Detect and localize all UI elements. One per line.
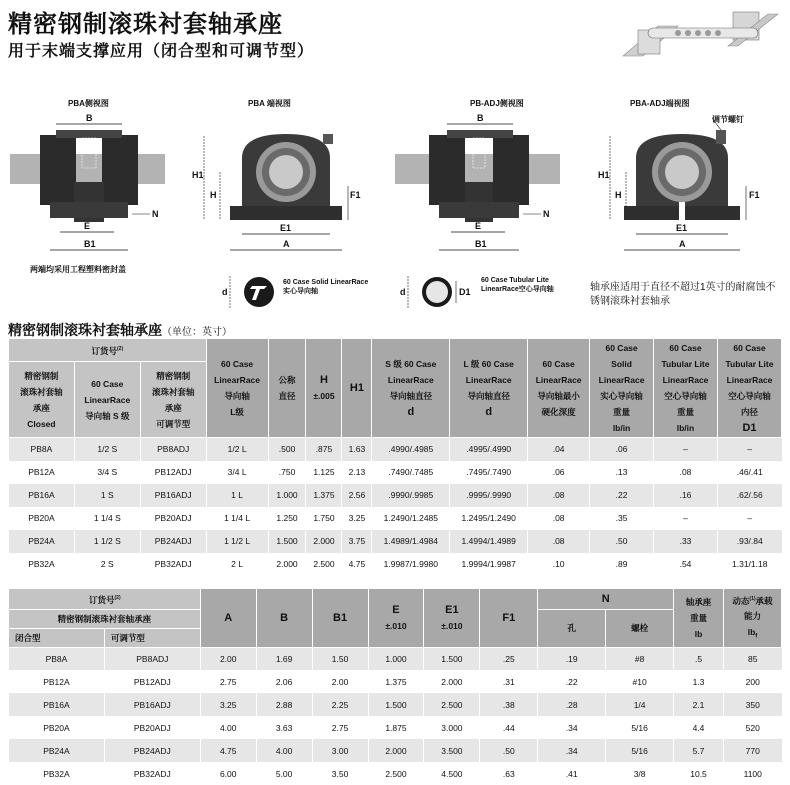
t2-col-f1: F1 (480, 589, 538, 648)
table-cell: 2.500 (306, 553, 342, 576)
table-cell: .34 (538, 716, 606, 739)
table-cell: .33 (654, 530, 718, 553)
table-cell: .63 (480, 762, 538, 785)
table-cell: 3.00 (312, 739, 368, 762)
table-cell: – (717, 507, 781, 530)
table-cell: 1.9987/1.9980 (372, 553, 450, 576)
table-cell: 1.31/1.18 (717, 553, 781, 576)
table-cell: 2.000 (268, 553, 306, 576)
table-cell: 2.06 (256, 670, 312, 693)
table-cell: 2.00 (312, 670, 368, 693)
table-cell: 4.4 (674, 716, 724, 739)
table-cell: .46/.41 (717, 461, 781, 484)
table-cell: 1.000 (268, 484, 306, 507)
spec-table-1 (8, 338, 782, 576)
pbadj-end-f1-label: F1 (749, 190, 760, 200)
table-cell: 5.7 (674, 739, 724, 762)
t1-col-adjustable: 精密钢制 滚珠衬套轴 承座 可调节型 (140, 362, 206, 438)
table-cell: 1 1/2 S (74, 530, 140, 553)
table-row (9, 553, 782, 576)
table-cell: 4.00 (256, 739, 312, 762)
table-cell: #8 (606, 647, 674, 670)
table-cell: .50 (590, 530, 654, 553)
t2-col-b1: B1 (312, 589, 368, 648)
table-cell: 3.63 (256, 716, 312, 739)
table-cell: .93/.84 (717, 530, 781, 553)
t1-col-hardness: 60 Case LinearRace 导向轴最小 硬化深度 (528, 339, 590, 438)
table-cell: .750 (268, 461, 306, 484)
table-cell: 10.5 (674, 762, 724, 785)
table-cell: 2.56 (342, 484, 372, 507)
table-row (9, 670, 782, 693)
table-row (9, 647, 782, 670)
table-cell: .31 (480, 670, 538, 693)
table-row (9, 716, 782, 739)
pba-side-b-label: B (86, 113, 93, 123)
table-cell: 2.75 (200, 670, 256, 693)
table-cell: PB32ADJ (104, 762, 200, 785)
pba-end-caption: PBA 端视图 (248, 99, 291, 108)
table-cell: 3.50 (312, 762, 368, 785)
pba-end-f1-label: F1 (350, 190, 361, 200)
table-cell: 3.25 (342, 507, 372, 530)
table-cell: 1.875 (368, 716, 424, 739)
table-cell: 4.75 (200, 739, 256, 762)
table-cell: PB20A (9, 507, 75, 530)
table-cell: 6.00 (200, 762, 256, 785)
page-subtitle: 用于末端支撑应用（闭合型和可调节型） (8, 43, 315, 60)
table-cell: .06 (528, 461, 590, 484)
table-cell: 2.1 (674, 693, 724, 716)
table-cell: 1.3 (674, 670, 724, 693)
table-cell: PB12A (9, 461, 75, 484)
pbadj-end-h-label: H (615, 190, 622, 200)
table-row (9, 739, 782, 762)
table-cell: – (717, 438, 781, 461)
t2-group-header: 精密钢制滚珠衬套轴承座 (9, 609, 201, 628)
table-cell: PB32A (9, 553, 75, 576)
table-cell: 2.13 (342, 461, 372, 484)
table-cell: PB24ADJ (104, 739, 200, 762)
table-cell: 1.500 (368, 693, 424, 716)
table-cell: 2.000 (424, 670, 480, 693)
table-cell: PB16A (9, 484, 75, 507)
table-cell: PB12ADJ (140, 461, 206, 484)
pbadj-end-h1-label: H1 (598, 170, 610, 180)
pba-side-b1-label: B1 (84, 239, 96, 249)
product-illustration (618, 6, 783, 64)
table-cell: .08 (654, 461, 718, 484)
table-cell: 85 (723, 647, 781, 670)
t1-col-s-diam: S 级 60 Case LinearRace 导向轴直径 d (372, 339, 450, 438)
seal-note: 两端均采用工程塑料密封盖 (30, 265, 126, 274)
t1-col-shaft-l: 60 Case LinearRace 导向轴 L级 (206, 339, 268, 438)
table-cell: 1.125 (306, 461, 342, 484)
pbadj-side-e-label: E (475, 221, 482, 231)
t1-col-nominal: 公称 直径 (268, 339, 306, 438)
table-cell: .4990/.4985 (372, 438, 450, 461)
table-cell: 4.500 (424, 762, 480, 785)
table-cell: 2.500 (424, 693, 480, 716)
table-row (9, 484, 782, 507)
t1-order-no-header: 订货号$^{(2)}$ (9, 339, 207, 362)
t2-col-e1: E1 ±.010 (424, 589, 480, 648)
table-cell: .08 (528, 484, 590, 507)
pbadj-side-drawing (395, 110, 560, 260)
pba-side-drawing (10, 110, 165, 260)
table-cell: 1.2490/1.2485 (372, 507, 450, 530)
t2-col-e: E ±.010 (368, 589, 424, 648)
table-cell: 4.75 (342, 553, 372, 576)
pba-end-drawing (190, 108, 365, 258)
table-cell: 3/4 S (74, 461, 140, 484)
table-cell: 3.000 (424, 716, 480, 739)
table-cell: PB12A (9, 670, 105, 693)
table-cell: .50 (480, 739, 538, 762)
table-cell: .38 (480, 693, 538, 716)
table-cell: .19 (538, 647, 606, 670)
table-cell: 3.500 (424, 739, 480, 762)
table-cell: 1/2 S (74, 438, 140, 461)
pbadj-end-e1-label: E1 (676, 223, 688, 233)
table-cell: 1 1/4 L (206, 507, 268, 530)
pba-end-e1-label: E1 (280, 223, 292, 233)
table-cell: 1.500 (268, 530, 306, 553)
t1-col-closed: 精密钢制 滚珠衬套轴 承座 Closed (9, 362, 75, 438)
table-cell: 5/16 (606, 716, 674, 739)
table-cell: 1.50 (312, 647, 368, 670)
pbadj-end-drawing (600, 108, 780, 258)
table-cell: 1.4989/1.4984 (372, 530, 450, 553)
t1-col-solid-weight: 60 Case Solid LinearRace 实心导向轴 重量 lb/in (590, 339, 654, 438)
table-cell: 1 1/2 L (206, 530, 268, 553)
table-cell: .7495/.7490 (450, 461, 528, 484)
table-cell: 2.88 (256, 693, 312, 716)
pbadj-end-a-label: A (679, 239, 686, 249)
table-cell: .35 (590, 507, 654, 530)
table-cell: 1.750 (306, 507, 342, 530)
t2-col-weight: 轴承座 重量 lb (674, 589, 724, 648)
table-cell: PB32ADJ (140, 553, 206, 576)
t1-col-h: H ±.005 (306, 339, 342, 438)
t1-col-tube-id: 60 Case Tubular Lite LinearRace 空心导向轴 内径 D1 (717, 339, 781, 438)
table-cell: 1/4 (606, 693, 674, 716)
table-row (9, 530, 782, 553)
table-cell: .89 (590, 553, 654, 576)
table-cell: 1.000 (368, 647, 424, 670)
pbadj-side-b-label: B (477, 113, 484, 123)
table-cell: 3.75 (342, 530, 372, 553)
table-cell: .500 (268, 438, 306, 461)
section-title: 精密钢制滚珠衬套轴承座（单位：英寸） (8, 322, 232, 338)
t2-col-n: N (538, 589, 674, 610)
table-cell: PB20ADJ (140, 507, 206, 530)
table-cell: 2.75 (312, 716, 368, 739)
table-cell: PB12ADJ (104, 670, 200, 693)
table-row (9, 461, 782, 484)
table-cell: PB24ADJ (140, 530, 206, 553)
table-cell: .04 (528, 438, 590, 461)
table-cell: .54 (654, 553, 718, 576)
table-cell: 350 (723, 693, 781, 716)
table-cell: .25 (480, 647, 538, 670)
t2-order-no-header: 订货号$^{(2)}$ (9, 589, 201, 610)
solid-shaft-icon (222, 272, 282, 312)
tubular-d1-label: D1 (459, 287, 471, 297)
t2-col-adjustable: 可调节型 (104, 628, 200, 647)
table-cell: .08 (528, 530, 590, 553)
adjust-screw-label: 调节螺钉 (712, 115, 744, 124)
table-cell: PB24A (9, 530, 75, 553)
table-cell: .34 (538, 739, 606, 762)
t1-col-l-diam: L 级 60 Case LinearRace 导向轴直径 d (450, 339, 528, 438)
tubular-shaft-icon (400, 272, 480, 312)
pba-end-a-label: A (283, 239, 290, 249)
pba-side-n-label: N (152, 209, 159, 219)
table-cell: .9995/.9990 (450, 484, 528, 507)
table-cell: 1.69 (256, 647, 312, 670)
table-cell: .13 (590, 461, 654, 484)
table-cell: 1.375 (306, 484, 342, 507)
table-cell: 1.4994/1.4989 (450, 530, 528, 553)
solid-d-label: d (222, 287, 228, 297)
table-cell: .5 (674, 647, 724, 670)
table-cell: 1.2495/1.2490 (450, 507, 528, 530)
t2-col-n-hole: 孔 (538, 609, 606, 647)
table-cell: .62/.56 (717, 484, 781, 507)
table-cell: 3.25 (200, 693, 256, 716)
table-cell: 2.00 (200, 647, 256, 670)
page-title: 精密钢制滚珠衬套轴承座 (8, 11, 283, 38)
side-note: 轴承座适用于直径不超过1英寸的耐腐蚀不锈钢滚珠衬套轴承 (590, 282, 776, 307)
table-cell: .4995/.4990 (450, 438, 528, 461)
table-cell: .22 (590, 484, 654, 507)
table-cell: 1 S (74, 484, 140, 507)
table-cell: 2.000 (368, 739, 424, 762)
pbadj-end-caption: PBA-ADJ端视图 (630, 99, 690, 108)
table-cell: 1 L (206, 484, 268, 507)
table-cell: PB20A (9, 716, 105, 739)
pba-end-h1-label: H1 (192, 170, 204, 180)
table-cell: 1.375 (368, 670, 424, 693)
table-cell: 2 L (206, 553, 268, 576)
t1-col-shaft-s: 60 Case LinearRace 导向轴 S 级 (74, 362, 140, 438)
table-cell: 1.63 (342, 438, 372, 461)
pba-end-h-label: H (210, 190, 217, 200)
t2-col-closed: 闭合型 (9, 628, 105, 647)
tubular-shaft-text: 60 Case Tubular Lite LinearRace空心导向轴 (481, 277, 554, 293)
t2-col-b: B (256, 589, 312, 648)
table-cell: 3/8 (606, 762, 674, 785)
pba-side-e-label: E (84, 221, 91, 231)
table-cell: – (654, 438, 718, 461)
table-row (9, 507, 782, 530)
pbadj-side-n-label: N (543, 209, 550, 219)
table-cell: 2.000 (306, 530, 342, 553)
table-cell: 2 S (74, 553, 140, 576)
table-cell: 1100 (723, 762, 781, 785)
table-cell: .16 (654, 484, 718, 507)
table-cell: .08 (528, 507, 590, 530)
table-cell: 5/16 (606, 739, 674, 762)
table-cell: .22 (538, 670, 606, 693)
spec-table-2 (8, 588, 782, 785)
table-cell: PB8ADJ (104, 647, 200, 670)
table-row (9, 438, 782, 461)
table-cell: .9990/.9985 (372, 484, 450, 507)
pbadj-side-b1-label: B1 (475, 239, 487, 249)
table-cell: PB8A (9, 438, 75, 461)
table-cell: .10 (528, 553, 590, 576)
t2-col-load: 动态$^{(1)}$承载 能力 $lb_f$ (723, 589, 781, 648)
tubular-d-label: d (400, 287, 406, 297)
table-cell: PB8ADJ (140, 438, 206, 461)
table-cell: 5.00 (256, 762, 312, 785)
pbadj-side-caption: PB-ADJ侧视图 (470, 99, 524, 108)
t1-col-h1: H1 (342, 339, 372, 438)
table-cell: 3/4 L (206, 461, 268, 484)
table-cell: 2.500 (368, 762, 424, 785)
table-cell: PB16ADJ (140, 484, 206, 507)
table-cell: 2.25 (312, 693, 368, 716)
table-cell: PB32A (9, 762, 105, 785)
table-cell: PB8A (9, 647, 105, 670)
table-cell: PB16A (9, 693, 105, 716)
t2-col-a: A (200, 589, 256, 648)
table-cell: 1.500 (424, 647, 480, 670)
table-cell: 1.250 (268, 507, 306, 530)
table-cell: .7490/.7485 (372, 461, 450, 484)
table-cell: 770 (723, 739, 781, 762)
t1-col-tube-weight: 60 Case Tubular Lite LinearRace 空心导向轴 重量 lb/in (654, 339, 718, 438)
table-row (9, 762, 782, 785)
table-cell: PB16ADJ (104, 693, 200, 716)
table-cell: .44 (480, 716, 538, 739)
table-cell: .28 (538, 693, 606, 716)
table-cell: .41 (538, 762, 606, 785)
table-cell: .06 (590, 438, 654, 461)
table-cell: 520 (723, 716, 781, 739)
table-cell: 1.9994/1.9987 (450, 553, 528, 576)
table-cell: 1/2 L (206, 438, 268, 461)
pba-side-caption: PBA侧视图 (68, 99, 109, 108)
table-row (9, 693, 782, 716)
table-cell: .875 (306, 438, 342, 461)
table-cell: – (654, 507, 718, 530)
table-cell: #10 (606, 670, 674, 693)
table-cell: PB20ADJ (104, 716, 200, 739)
table-cell: 4.00 (200, 716, 256, 739)
table-cell: 200 (723, 670, 781, 693)
table-cell: PB24A (9, 739, 105, 762)
t2-col-n-bolt: 螺栓 (606, 609, 674, 647)
table-cell: 1 1/4 S (74, 507, 140, 530)
solid-shaft-text: 60 Case Solid LinearRace 实心导向轴 (283, 279, 369, 295)
